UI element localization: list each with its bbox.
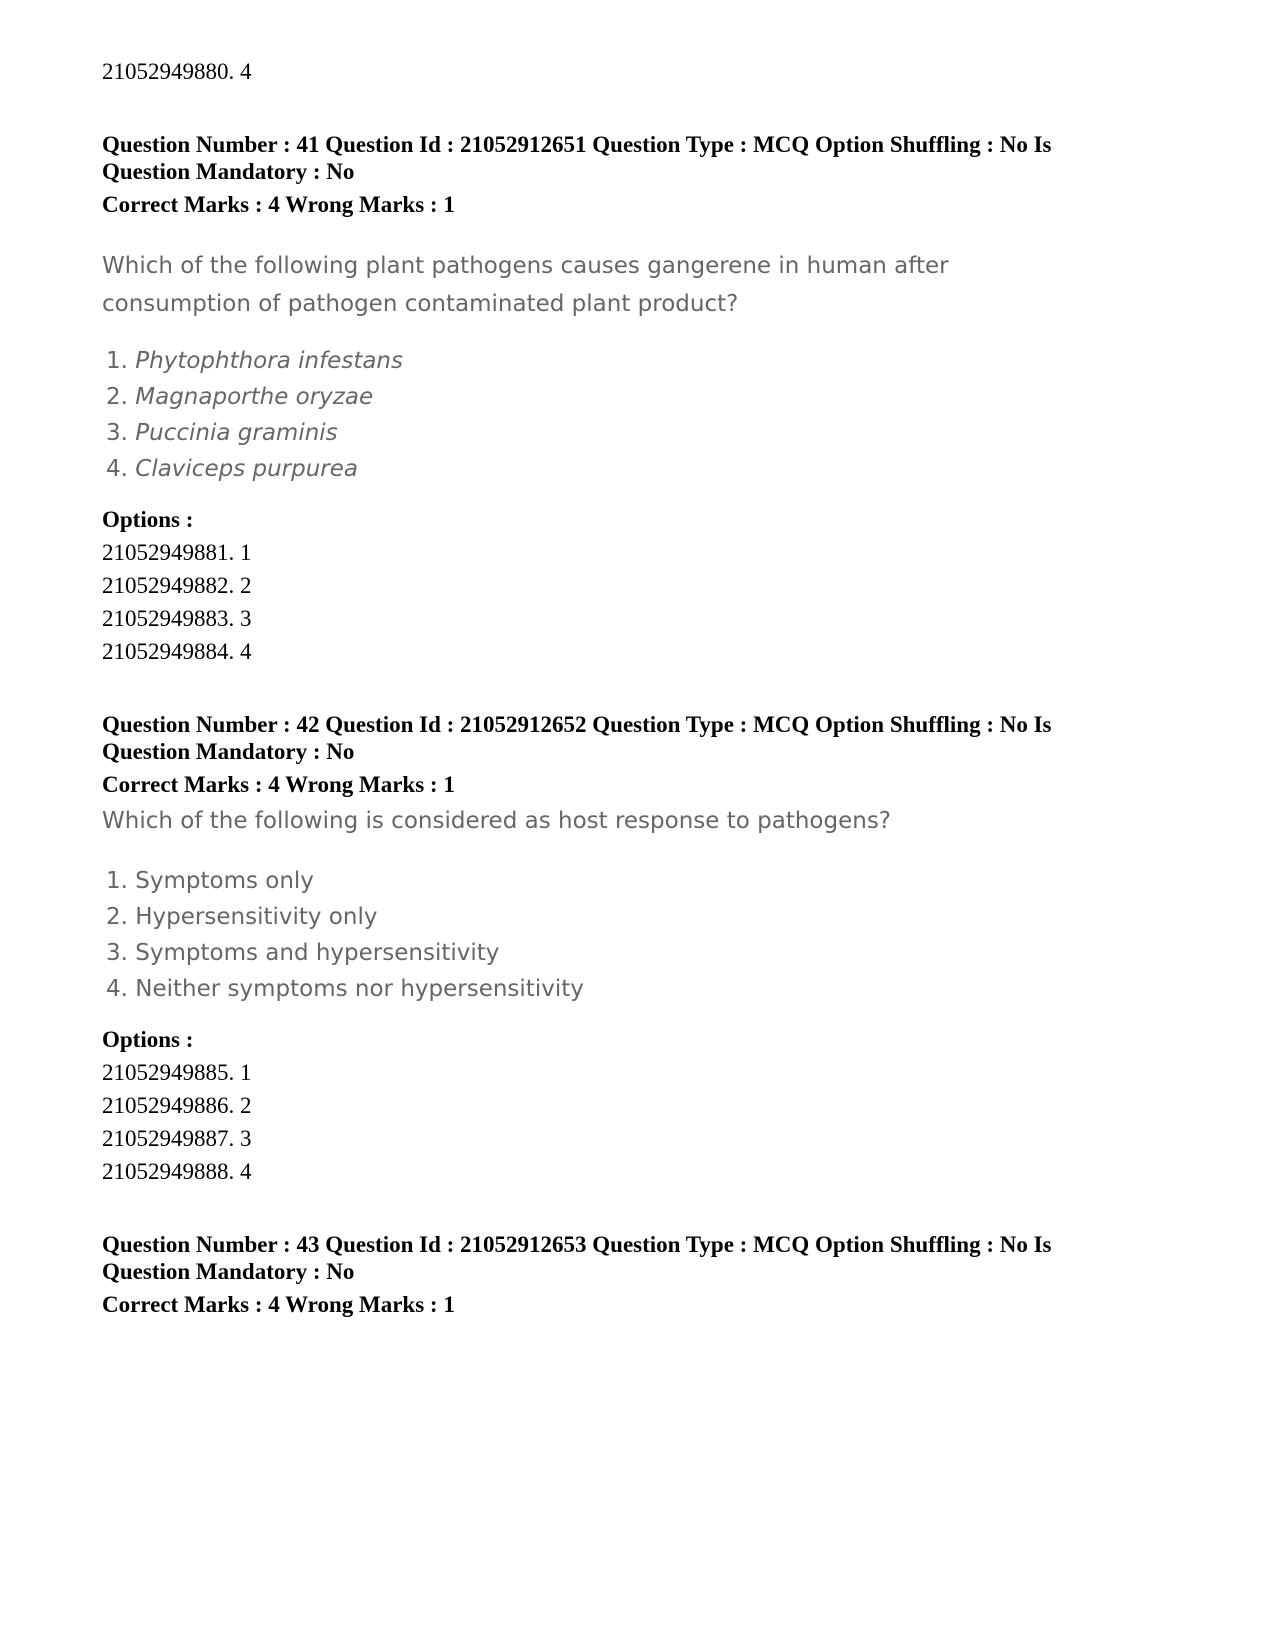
option-line: 21052949885. 1	[102, 1060, 252, 1085]
choice-item: 4. Neither symptoms nor hypersensitivity	[106, 976, 584, 1002]
option-line: 21052949887. 3	[102, 1126, 252, 1151]
option-line: 21052949881. 1	[102, 540, 252, 565]
choice-item: 2. Hypersensitivity only	[106, 904, 378, 930]
option-line: 21052949884. 4	[102, 639, 252, 664]
question-text: Which of the following plant pathogens causes gangerene in human after consumption of pathogen contaminated plant product?	[102, 253, 949, 317]
question-marks: Correct Marks : 4 Wrong Marks : 1	[102, 192, 455, 217]
question-header-line1: Question Number : 41 Question Id : 21052912651 Question Type : MCQ Option Shuffling : No Is	[102, 132, 1052, 157]
question-header-line1: Question Number : 43 Question Id : 21052912653 Question Type : MCQ Option Shuffling : No Is	[102, 1232, 1052, 1257]
question-header-line1: Question Number : 42 Question Id : 21052912652 Question Type : MCQ Option Shuffling : No Is	[102, 712, 1052, 737]
options-label: Options :	[102, 507, 194, 532]
option-line: 21052949882. 2	[102, 573, 252, 598]
choice-item: 3. Puccinia graminis	[106, 420, 338, 446]
question-header-line2: Question Mandatory : No	[102, 1259, 355, 1284]
question-marks: Correct Marks : 4 Wrong Marks : 1	[102, 772, 455, 797]
option-line: 21052949888. 4	[102, 1159, 252, 1184]
question-header-line2: Question Mandatory : No	[102, 739, 355, 764]
option-line: 21052949886. 2	[102, 1093, 252, 1118]
question-marks: Correct Marks : 4 Wrong Marks : 1	[102, 1292, 455, 1317]
choice-item: 1. Symptoms only	[106, 868, 314, 894]
choice-item: 1. Phytophthora infestans	[106, 348, 403, 374]
choice-item: 3. Symptoms and hypersensitivity	[106, 940, 500, 966]
choice-item: 4. Claviceps purpurea	[106, 456, 359, 482]
options-label: Options :	[102, 1027, 194, 1052]
option-line: 21052949880. 4	[102, 59, 252, 84]
question-header-line2: Question Mandatory : No	[102, 159, 355, 184]
question-text: Which of the following is considered as host response to pathogens?	[102, 808, 892, 834]
option-line: 21052949883. 3	[102, 606, 252, 631]
choice-item: 2. Magnaporthe oryzae	[106, 384, 374, 410]
